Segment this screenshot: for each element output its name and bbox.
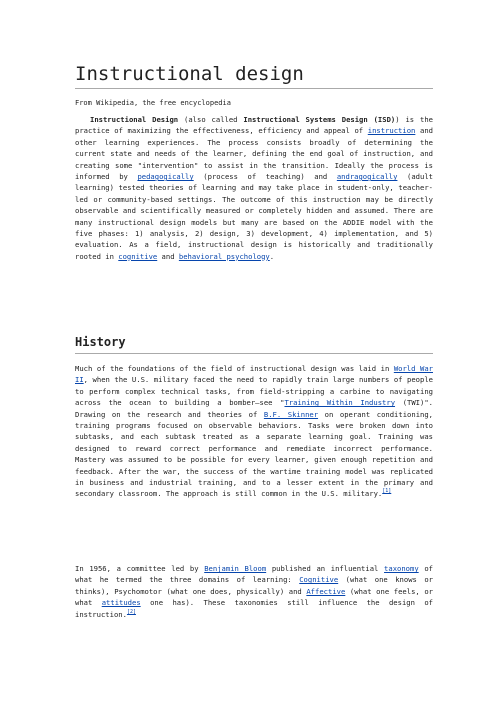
- text-run: (adult learning) tested theories of learning and may take place in student-only, teacher-led or community-based settings. The outcome of this instruction may be directly observable and scientifically measured or completely hidden and assumed. There are many instructional design models but many are based on the ADDIE model with the five phases: 1) analysis, 2) design, 3) development, 4) implementation, and 5) evaluation. As a field, instructional design is historically and traditionally rooted in: [75, 172, 433, 261]
- link-world-war-ii[interactable]: World War II: [75, 364, 433, 385]
- history-paragraph-1: [75, 363, 433, 500]
- title-divider: [75, 88, 433, 89]
- text-run: ) is the practice of maximizing the effectiveness, efficiency and appeal of: [75, 115, 433, 136]
- reference-link-1[interactable]: [1]: [382, 488, 392, 495]
- link-andragogically[interactable]: andragogically: [336, 172, 398, 182]
- link-instruction[interactable]: instruction: [367, 126, 416, 136]
- text-run: and: [157, 251, 179, 261]
- text-run: Much of the foundations of the field of instructional design was laid in: [75, 364, 394, 373]
- text-run: , when the U.S. military faced the need to rapidly train large numbers of people to perform complex technical tasks, from field-stripping a carbine to navigating across the ocean to building a bomber—see ": [75, 375, 433, 408]
- reference-link-2[interactable]: [2]: [126, 608, 136, 615]
- link-behavioral-psychology[interactable]: behavioral psychology: [178, 251, 270, 261]
- text-run: .: [269, 251, 275, 261]
- intro-paragraph: [75, 114, 433, 262]
- link-training-within-industry[interactable]: Training Within Industry: [284, 398, 396, 408]
- link-bf-skinner[interactable]: B.F. Skinner: [263, 409, 319, 419]
- page-title: Instructional design: [75, 63, 304, 85]
- text-run: of what he termed the three domains of learning:: [75, 564, 433, 585]
- section-divider: [75, 353, 433, 354]
- tagline: From Wikipedia, the free encyclopedia: [75, 99, 231, 107]
- term-instructional-design: Instructional Design: [90, 115, 179, 124]
- link-cognitive[interactable]: cognitive: [118, 251, 158, 261]
- text-run: on operant conditioning, training programs focused on observable behaviors. Tasks were broken down into subtasks, and each subtask treated as a separate learning goal. Training was designed to reward correct performance and remediate incorrect performance. Mastery was assumed to be possible for every learner, given enough repetition and feedback. After the war, the success of the wartime training model was replicated in business and industrial training, and to a lesser extent in the primary and secondary classroom. The approach is still common in the U.S. military.: [75, 409, 434, 499]
- link-taxonomy[interactable]: taxonomy: [384, 564, 419, 573]
- section-heading-history: History: [75, 335, 126, 349]
- text-run: (what one knows or thinks), Psychomotor (what one does, physically) and: [75, 575, 433, 596]
- history-paragraph-2: [75, 563, 433, 620]
- text-run: published an influential: [266, 564, 385, 573]
- text-run: (also called: [178, 115, 244, 124]
- text-run: (what one feels, or what: [75, 586, 434, 608]
- text-run: In 1956, a committee led by: [75, 564, 205, 573]
- text-run: and other learning experiences. The process consists broadly of determining the current state and needs of the learner, defining the end goal of instruction, and creating some "intervention" to assist in the transition. Ideally the process is informed by: [75, 126, 433, 182]
- link-affective[interactable]: Affective: [306, 586, 346, 596]
- text-run: (TWI)". Drawing on the research and theories of: [75, 398, 433, 419]
- link-benjamin-bloom[interactable]: Benjamin Bloom: [204, 564, 267, 573]
- link-pedagogically[interactable]: pedagogically: [137, 172, 194, 182]
- term-isd: Instructional Systems Design (ISD): [243, 115, 396, 124]
- link-cognitive-domain[interactable]: Cognitive: [299, 575, 339, 585]
- link-attitudes[interactable]: attitudes: [101, 598, 141, 608]
- text-run: (process of teaching) and: [193, 172, 337, 182]
- text-run: one has). These taxonomies still influence the design of instruction.: [75, 598, 433, 619]
